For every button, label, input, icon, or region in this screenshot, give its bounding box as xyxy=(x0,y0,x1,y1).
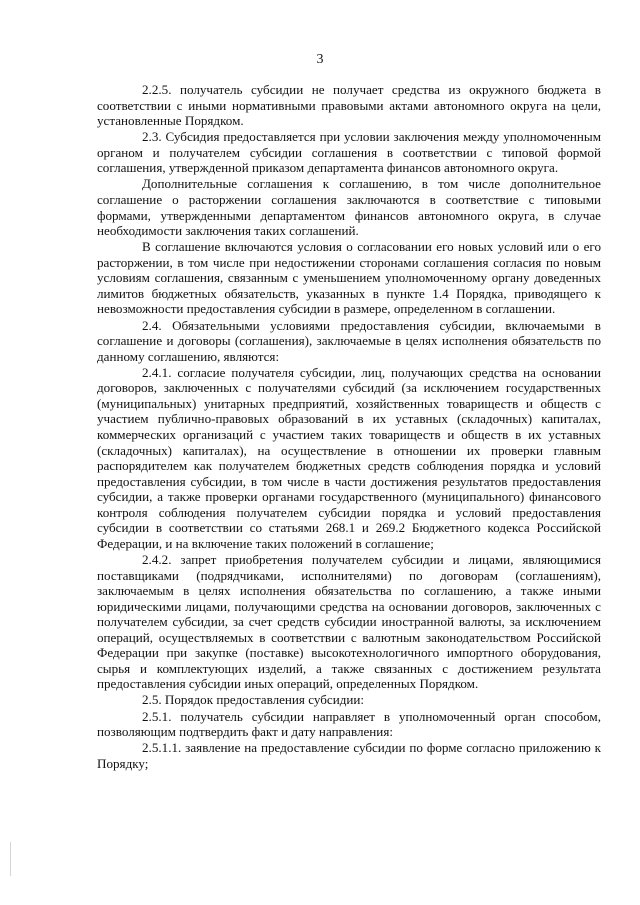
document-body xyxy=(97,82,601,772)
paragraph-agreement-conditions: В соглашение включаются условия о согласовании его новых условий или о его расторжении, в том числе при недостижении сторонами соглашения согласия по новым условиям соглашения, связанным с уменьшением уполномоченному органу доведенных лимитов бюджетных обязательств, указанных в пункте 1.4 Порядка, приводящего к невозможности предоставления субсидии в размере, определенном в соглашении. xyxy=(97,239,601,317)
paragraph-2-4-1: 2.4.1. согласие получателя субсидии, лиц, получающих средства на основании договоров, заключенных с получателями субсидий (за исключением государственных (муниципальных) унитарных предприятий, хозяйственных товариществ и обществ с участием публично-правовых образований в их уставных (складочных) капиталах, коммерческих организаций с участием таких товариществ и обществ в их уставных (складочных) капиталах), на осуществление в отношении их проверки главным распорядителем как получателем бюджетных средств соблюдения порядка и условий предоставления субсидии, в том числе в части достижения результатов предоставления субсидии, а также проверки органами государственного (муниципального) финансового контроля соблюдения получателем субсидии порядка и условий предоставления субсидии в соответствии со статьями 268.1 и 269.2 Бюджетного кодекса Российской Федерации, и на включение таких положений в соглашение; xyxy=(97,364,601,551)
paragraph-2-5-1-1: 2.5.1.1. заявление на предоставление субсидии по форме согласно приложению к Порядку; xyxy=(97,740,601,771)
paragraph-2-4: 2.4. Обязательными условиями предоставления субсидии, включаемыми в соглашение и договоры (соглашения), заключаемые в целях исполнения обязательств по данному соглашению, являются: xyxy=(97,317,601,364)
page-number: 3 xyxy=(316,52,324,67)
paragraph-2-5: 2.5. Порядок предоставления субсидии: xyxy=(142,692,365,708)
paragraph-additional-agreements: Дополнительные соглашения к соглашению, в том числе дополнительное соглашение о расторжении соглашения заключаются в соответствие с типовыми формами, утвержденными департаментом финансов автономного округа, в случае необходимости заключения таких соглашений. xyxy=(97,176,601,239)
paragraph-2-5-1: 2.5.1. получатель субсидии направляет в уполномоченный орган способом, позволяющим подтвердить факт и дату направления: xyxy=(97,708,601,740)
paragraph-2-2-5: 2.2.5. получатель субсидии не получает средства из окружного бюджета в соответствии с иными нормативными правовыми актами автономного округа на цели, установленные Порядком. xyxy=(97,82,601,129)
scan-edge-mark xyxy=(10,842,11,876)
paragraph-2-3: 2.3. Субсидия предоставляется при условии заключения между уполномоченным органом и получателем субсидии соглашения в соответствии с типовой формой соглашения, утвержденной приказом департамента финансов автономного округа. xyxy=(97,129,601,176)
paragraph-2-4-2: 2.4.2. запрет приобретения получателем субсидии и лицами, являющимися поставщиками (подрядчиками, исполнителями) по договорам (соглашениям), заключаемым в целях исполнения обязательства по соглашению, а также иными юридическими лицами, получающими средства на основании договоров, заключенных с получателем субсидии, за счет средств субсидии иностранной валюты, за исключением операций, осуществляемых в соответствии с валютным законодательством Российской Федерации при закупке (поставке) высокотехнологичного импортного оборудования, сырья и комплектующих изделий, а также связанных с достижением результата предоставления субсидии иных операций, определенных Порядком. xyxy=(97,551,601,692)
